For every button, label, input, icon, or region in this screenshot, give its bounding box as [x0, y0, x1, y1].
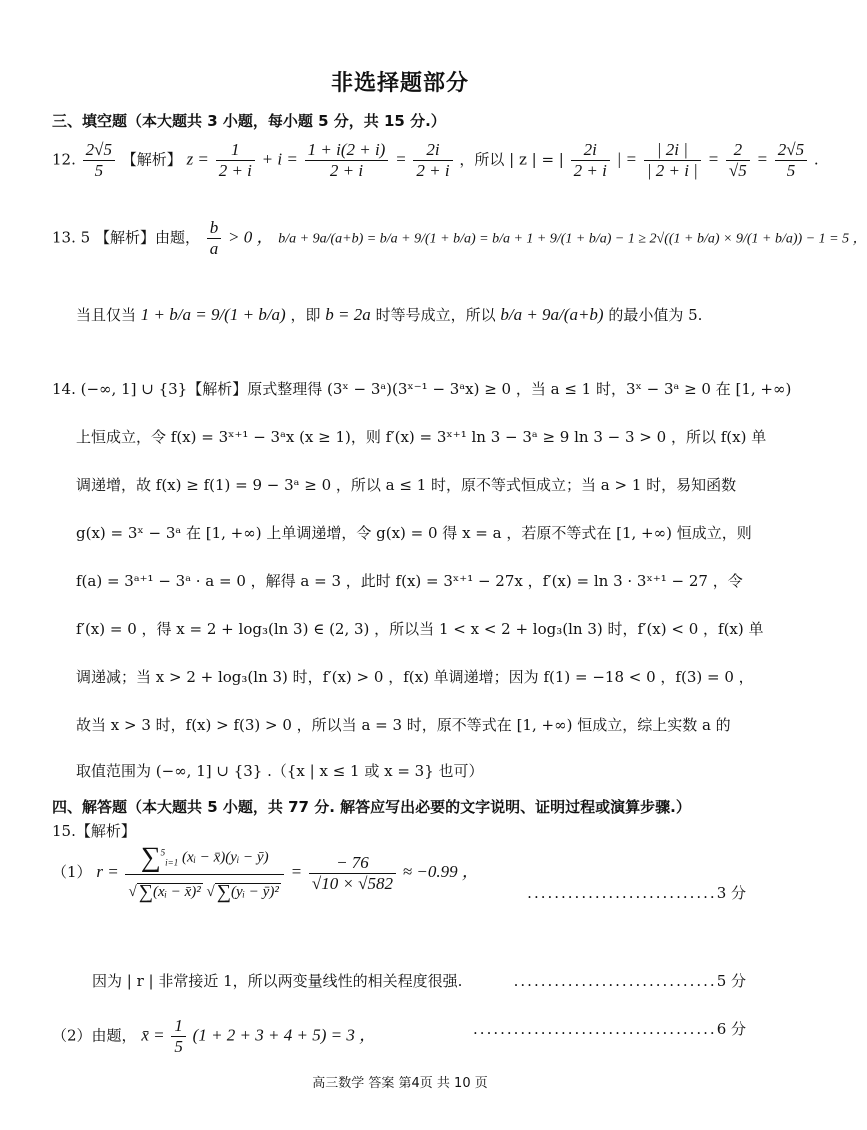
q14-line: 上恒成立，令 f(x) = 3ˣ⁺¹ − 3ᵃx (x ≥ 1)，则 f′(x) = 3ˣ⁺¹ ln 3 − 3ᵃ ≥ 9 ln 3 − 3 > 0 ，所以 f(x) 单	[76, 428, 767, 446]
page-footer: 高三数学 答案 第4页 共 10 页	[312, 1076, 488, 1091]
q14-line: 调递增，故 f(x) ≥ f(1) = 9 − 3ᵃ ≥ 0 ，所以 a ≤ 1 时，原不等式恒成立；当 a > 1 时，易知函数	[76, 476, 737, 494]
q14-line: 故当 x > 3 时，f(x) > f(3) > 0 ，所以当 a = 3 时，原不等式在 [1, +∞) 恒成立，综上实数 a 的	[76, 716, 731, 734]
q14-line: g(x) = 3ˣ − 3ᵃ 在 [1, +∞) 上单调递增，令 g(x) = 0 得 x = a ，若原不等式在 [1, +∞) 恒成立，则	[76, 524, 752, 542]
q15-part1: （1） r = $\frac{\sum^5_{i=1} (xᵢ - x̄)(yᵢ - ȳ)}{\text{√ ∑(xᵢ − x̄)² √ ∑(yᵢ − ȳ)²}}$ = $\frac{- 76}{√10 \times √582}$ ≈ −0.99 ，	[52, 842, 479, 903]
q15-part2: （2）由题， x̄ = $\frac{1}{5}$ (1 + 2 + 3 + 4 + 5) = 3 ，	[52, 1016, 377, 1056]
score-marker: ....................................6 分	[473, 1020, 746, 1038]
correlation-formula: $\frac{\sum^5_{i=1} (xᵢ - x̄)(yᵢ - ȳ)}{\text{√ ∑(xᵢ − x̄)² √ ∑(yᵢ − ȳ)²}}$	[125, 842, 283, 904]
section4-heading: 四、解答题（本大题共 5 小题，共 77 分. 解答应写出必要的文字说明、证明过程或演算步骤.）	[52, 798, 691, 816]
q14-line: f(a) = 3ᵃ⁺¹ − 3ᵃ · a = 0 ，解得 a = 3 ，此时 f(x) = 3ˣ⁺¹ − 27x ，f′(x) = ln 3 · 3ˣ⁺¹ − 27 ，令	[76, 572, 743, 590]
q12-answer: $\frac{2√5}{5}$	[83, 140, 115, 181]
score-marker: ............................3 分	[527, 884, 746, 902]
q14-line: 取值范围为 (−∞, 1] ∪ {3} .（{x | x ≤ 1 或 x = 3} 也可）	[76, 762, 484, 780]
q14-line: 14. (−∞, 1] ∪ {3}【解析】原式整理得 (3ˣ − 3ᵃ)(3ˣ⁻¹ − 3ᵃx) ≥ 0 ，当 a ≤ 1 时，3ˣ − 3ᵃ ≥ 0 在 [1, +∞)	[52, 380, 792, 398]
q15-number: 15.【解析】	[52, 822, 136, 840]
q12-number: 12.	[52, 150, 76, 169]
q13-line1: 13. 5 【解析】由题， $\frac{b}{a}$ > 0 ， b/a + 9a/(a+b) = b/a + 9/(1 + b/a) = b/a + 1 + 9/(1 + b/a) − 1 ≥ 2√((1 + b/a) × 9/(1 + b/a)) − 1 = 5 ，	[52, 218, 867, 258]
section3-heading: 三、填空题（本大题共 3 小题，每小题 5 分，共 15 分.）	[52, 112, 446, 130]
q13-tag: 【解析】由题，	[94, 228, 200, 247]
q13-line2: 当且仅当 1 + b/a = 9/(1 + b/a) ，即 b = 2a 时等号成立，所以 b/a + 9a/(a+b) 的最小值为 5.	[76, 305, 703, 324]
q13-derivation: b/a + 9a/(a+b) = b/a + 9/(1 + b/a) = b/a + 1 + 9/(1 + b/a) − 1 ≥ 2√((1 + b/a) × 9/(1 + b/a)) − 1 = 5 ，	[278, 231, 867, 247]
q12-line: 12. $\frac{2√5}{5}$ 【解析】 z = $\frac{1}{2 + i}$ + i = $\frac{1 + i(2 + i)}{2 + i}$ = $\frac{2i}{2 + i}$ ，所以 | z | = | $\frac{2i}{2 + i}$ | = $\frac{| 2i |}{| 2 + i |}$ = $\frac{2}{√5}$ = $\frac{2√5}{5}$ .	[52, 140, 819, 180]
q14-line: 调递减；当 x > 2 + log₃(ln 3) 时，f′(x) > 0 ，f(x) 单调递增；因为 f(1) = −18 < 0 ，f(3) = 0 ，	[76, 668, 754, 686]
page-title: 非选择题部分	[330, 71, 469, 96]
q13-number: 13. 5	[52, 228, 91, 247]
q15-part1-conclusion: 因为 | r | 非常接近 1，所以两变量线性的相关程度很强.	[92, 972, 463, 990]
q12-tag: 【解析】	[121, 150, 182, 169]
score-marker: ..............................5 分	[513, 972, 746, 990]
q14-line: f′(x) = 0 ，得 x = 2 + log₃(ln 3) ∈ (2, 3) ，所以当 1 < x < 2 + log₃(ln 3) 时，f′(x) < 0 ，f(x) 单	[76, 620, 764, 638]
